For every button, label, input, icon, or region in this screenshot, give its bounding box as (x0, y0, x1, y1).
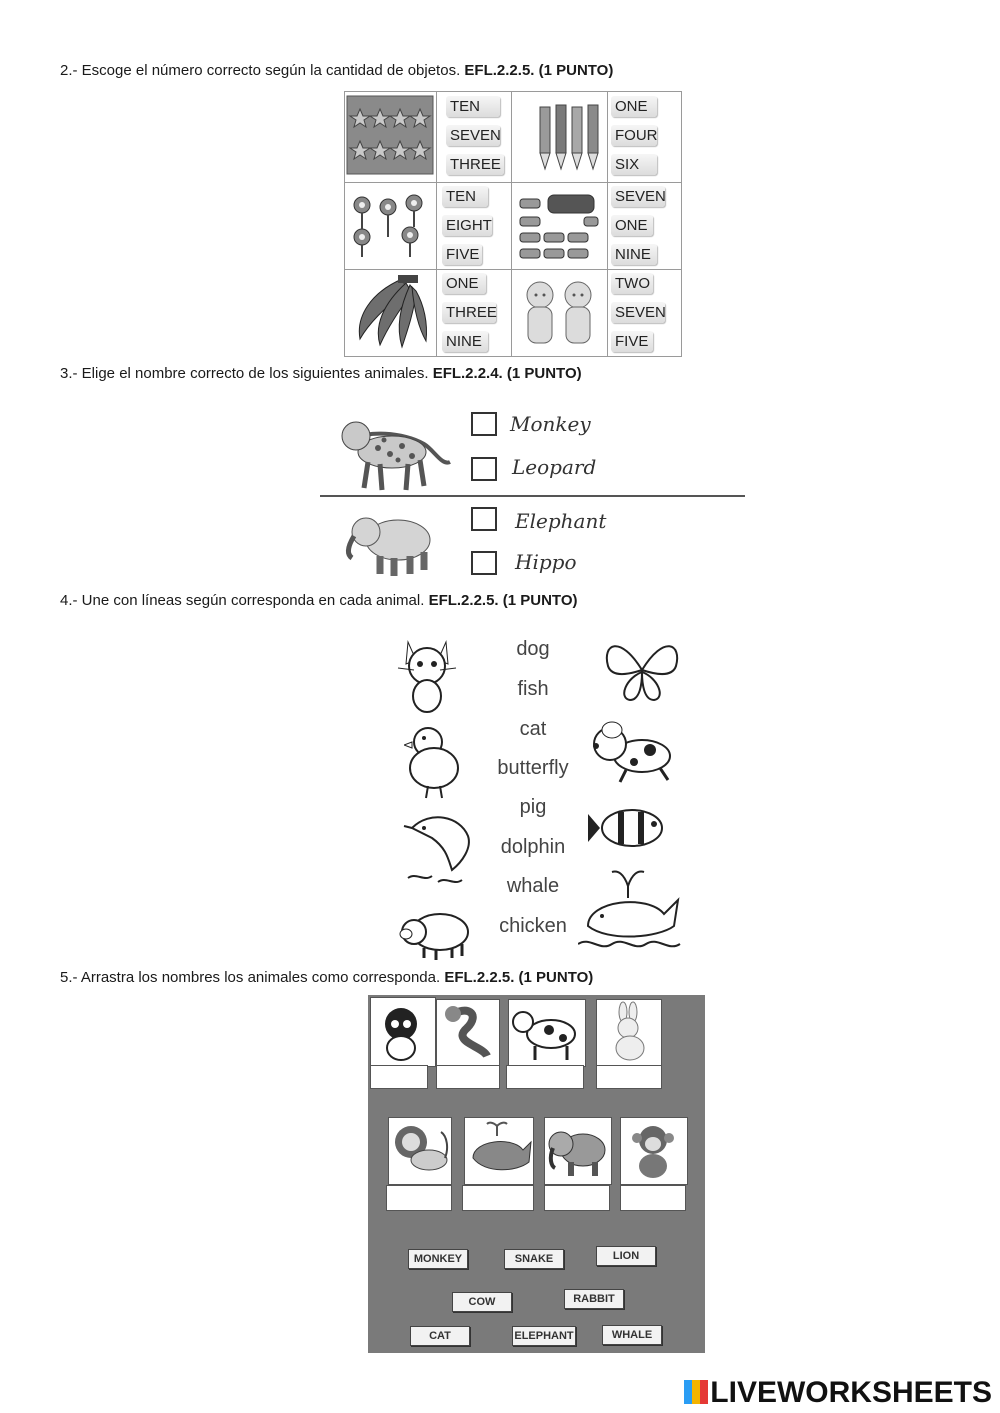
option-six[interactable]: SIX (611, 154, 657, 175)
word-cat: cat (519, 718, 547, 740)
chicken-picture (404, 720, 464, 800)
pig-picture (398, 904, 474, 962)
option-three[interactable]: THREE (446, 154, 504, 175)
tag-cow[interactable]: COW (452, 1292, 512, 1312)
stars-picture (346, 95, 434, 175)
bananas-picture (350, 273, 434, 351)
monkey-label: Monkey (510, 412, 591, 436)
monkey-card (620, 1117, 688, 1185)
snake-card (436, 999, 500, 1067)
option-nine[interactable]: NINE (442, 331, 488, 352)
word-dolphin: dolphin (500, 836, 566, 858)
logo-icon (684, 1380, 708, 1404)
rabbit-card (596, 999, 662, 1067)
leopard-label: Leopard (512, 455, 597, 479)
word-whale: whale (506, 875, 560, 897)
drop-slot[interactable] (596, 1065, 662, 1089)
elephant-label: Elephant (515, 509, 607, 533)
cow-card-icon (509, 1000, 585, 1066)
whale-picture (578, 864, 682, 960)
option-four[interactable]: FOUR (611, 125, 657, 146)
word-chicken: chicken (499, 915, 567, 937)
leopard-checkbox[interactable] (471, 457, 497, 481)
divider (320, 495, 745, 497)
q4-title: 4.- Une con líneas según corresponda en cada animal. EFL.2.2.5. (1 PUNTO) (60, 592, 578, 609)
option-one[interactable]: ONE (442, 273, 486, 294)
cat-card-icon (371, 998, 435, 1066)
word-fish: fish (517, 678, 549, 700)
leopard-picture (334, 410, 454, 494)
option-one[interactable]: ONE (611, 215, 653, 236)
option-ten[interactable]: TEN (446, 96, 500, 117)
monkey-card-icon (621, 1118, 687, 1184)
drop-slot[interactable] (436, 1065, 500, 1089)
drop-slot[interactable] (370, 1065, 428, 1089)
drop-slot[interactable] (620, 1185, 686, 1211)
animal-name-choice (320, 400, 745, 578)
word-butterfly: butterfly (497, 757, 569, 779)
dog-picture (590, 716, 676, 788)
counting-grid (344, 91, 682, 357)
option-two[interactable]: TWO (611, 273, 653, 294)
fish-picture (588, 800, 672, 856)
liveworksheets-logo: LIVEWORKSHEETS (684, 1376, 992, 1410)
tag-rabbit[interactable]: RABBIT (564, 1289, 624, 1309)
babies-picture (520, 275, 600, 353)
snake-card-icon (437, 1000, 499, 1066)
drag-drop-board (368, 995, 705, 1353)
drop-slot[interactable] (544, 1185, 610, 1211)
cow-card (508, 999, 586, 1067)
tag-elephant[interactable]: ELEPHANT (512, 1326, 576, 1346)
cat-picture (394, 634, 460, 714)
monkey-checkbox[interactable] (471, 412, 497, 436)
rabbit-card-icon (597, 1000, 661, 1066)
tag-cat[interactable]: CAT (410, 1326, 470, 1346)
butterfly-picture (600, 634, 684, 706)
option-ten[interactable]: TEN (442, 186, 488, 207)
elephant-checkbox[interactable] (471, 507, 497, 531)
lion-card-icon (389, 1118, 451, 1184)
option-five[interactable]: FIVE (611, 331, 653, 352)
drop-slot[interactable] (462, 1185, 534, 1211)
elephant-picture (340, 508, 440, 578)
option-seven[interactable]: SEVEN (611, 302, 665, 323)
tag-whale[interactable]: WHALE (602, 1325, 662, 1345)
word-pig: pig (519, 796, 547, 818)
tag-monkey[interactable]: MONKEY (408, 1249, 468, 1269)
option-nine[interactable]: NINE (611, 244, 657, 265)
lion-card (388, 1117, 452, 1185)
whale-card-icon (465, 1118, 533, 1184)
tag-lion[interactable]: LION (596, 1246, 656, 1266)
option-seven[interactable]: SEVEN (446, 125, 500, 146)
pencils-picture (536, 101, 602, 173)
whale-card (464, 1117, 534, 1185)
tag-snake[interactable]: SNAKE (504, 1249, 564, 1269)
option-five[interactable]: FIVE (442, 244, 482, 265)
hippo-label: Hippo (515, 550, 577, 574)
cars-picture (516, 189, 602, 263)
option-seven[interactable]: SEVEN (611, 186, 665, 207)
drop-slot[interactable] (386, 1185, 452, 1211)
option-three[interactable]: THREE (442, 302, 496, 323)
word-dog: dog (516, 638, 550, 660)
drop-slot[interactable] (506, 1065, 584, 1089)
elephant-card (544, 1117, 612, 1185)
q5-title: 5.- Arrastra los nombres los animales como corresponda. EFL.2.2.5. (1 PUNTO) (60, 969, 594, 986)
hippo-checkbox[interactable] (471, 551, 497, 575)
flowers-picture (348, 191, 432, 261)
matching-area (380, 628, 690, 964)
option-one[interactable]: ONE (611, 96, 657, 117)
q3-title: 3.- Elige el nombre correcto de los siguientes animales. EFL.2.2.4. (1 PUNTO) (60, 365, 582, 382)
cat-card (370, 997, 436, 1067)
dolphin-picture (402, 808, 476, 892)
option-eight[interactable]: EIGHT (442, 215, 492, 236)
elephant-card-icon (545, 1118, 611, 1184)
q2-title: 2.- Escoge el número correcto según la cantidad de objetos. EFL.2.2.5. (1 PUNTO) (60, 62, 614, 79)
